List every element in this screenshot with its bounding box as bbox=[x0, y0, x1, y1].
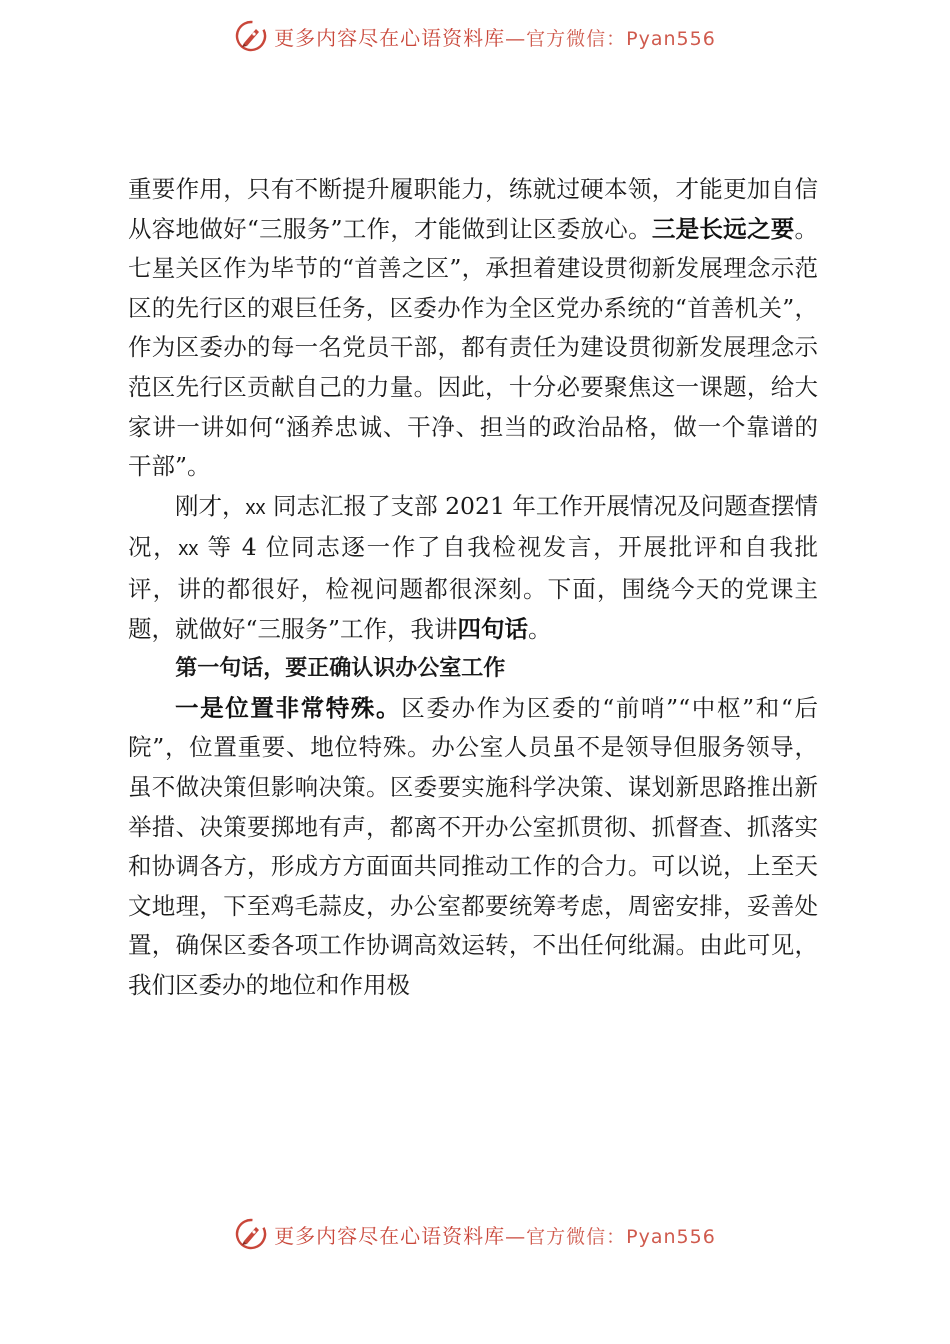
emphasis-text: 三是长远之要 bbox=[651, 214, 795, 243]
pen-nib-logo-icon bbox=[234, 1217, 268, 1251]
banner-text: 更多内容尽在心语资料库—官方微信：Pyan556 bbox=[274, 1223, 716, 1248]
section-heading: 第一句话，要正确认识办公室工作 bbox=[175, 656, 506, 682]
paragraph-1: 重要作用，只有不断提升履职能力，练就过硬本领，才能更加自信从容地做好“三服务”工作，才能做到让区委放心。三是长远之要。七星关区作为毕节的“首善之区”，承担着建设贯彻新发展理念示范区的先行区的艰巨任务，区委办作为全区党办系统的“首善机关”，作为区委办的每一名党员干部，都有责任为建设贯彻新发展理念示范区先行区贡献自己的力量。因此，十分必要聚焦这一课题，给大家讲一讲如何“涵养忠诚、干净、担当的政治品格，做一个靠谱的干部”。 bbox=[128, 175, 819, 481]
paragraph-3: 一是位置非常特殊。区委办作为区委的“前哨”“中枢”和“后院”，位置重要、地位特殊。办公室人员虽不是领导但服务领导，虽不做决策但影响决策。区委要实施科学决策、谋划新思路推出新举措、决策要掷地有声，都离不开办公室抓贯彻、抓督查、抓落实和协调各方，形成方方面面共同推动工作的合力。可以说，上至天文地理，下至鸡毛蒜皮，办公室都要统筹考虑，周密安排，妥善处置，确保区委各项工作协调高效运转，不出任何纰漏。由此可见，我们区委办的地位和作用极 bbox=[128, 693, 818, 999]
header-banner bbox=[0, 16, 950, 56]
document-body bbox=[128, 170, 818, 1005]
footer-banner bbox=[0, 1214, 950, 1254]
emphasis-text: 一是位置非常特殊。 bbox=[175, 693, 402, 722]
pen-nib-logo-icon bbox=[234, 19, 268, 53]
banner-text: 更多内容尽在心语资料库—官方微信：Pyan556 bbox=[274, 25, 716, 50]
paragraph-2: 刚才，xx 同志汇报了支部 2021 年工作开展情况及问题查摆情况，xx 等 4 位同志逐一作了自我检视发言，开展批评和自我批评，讲的都很好，检视问题都很深刻。下面，围绕今天的党课主题，就做好“三服务”工作，我讲四句话。 bbox=[128, 491, 819, 643]
emphasis-text: 四句话 bbox=[457, 614, 529, 643]
